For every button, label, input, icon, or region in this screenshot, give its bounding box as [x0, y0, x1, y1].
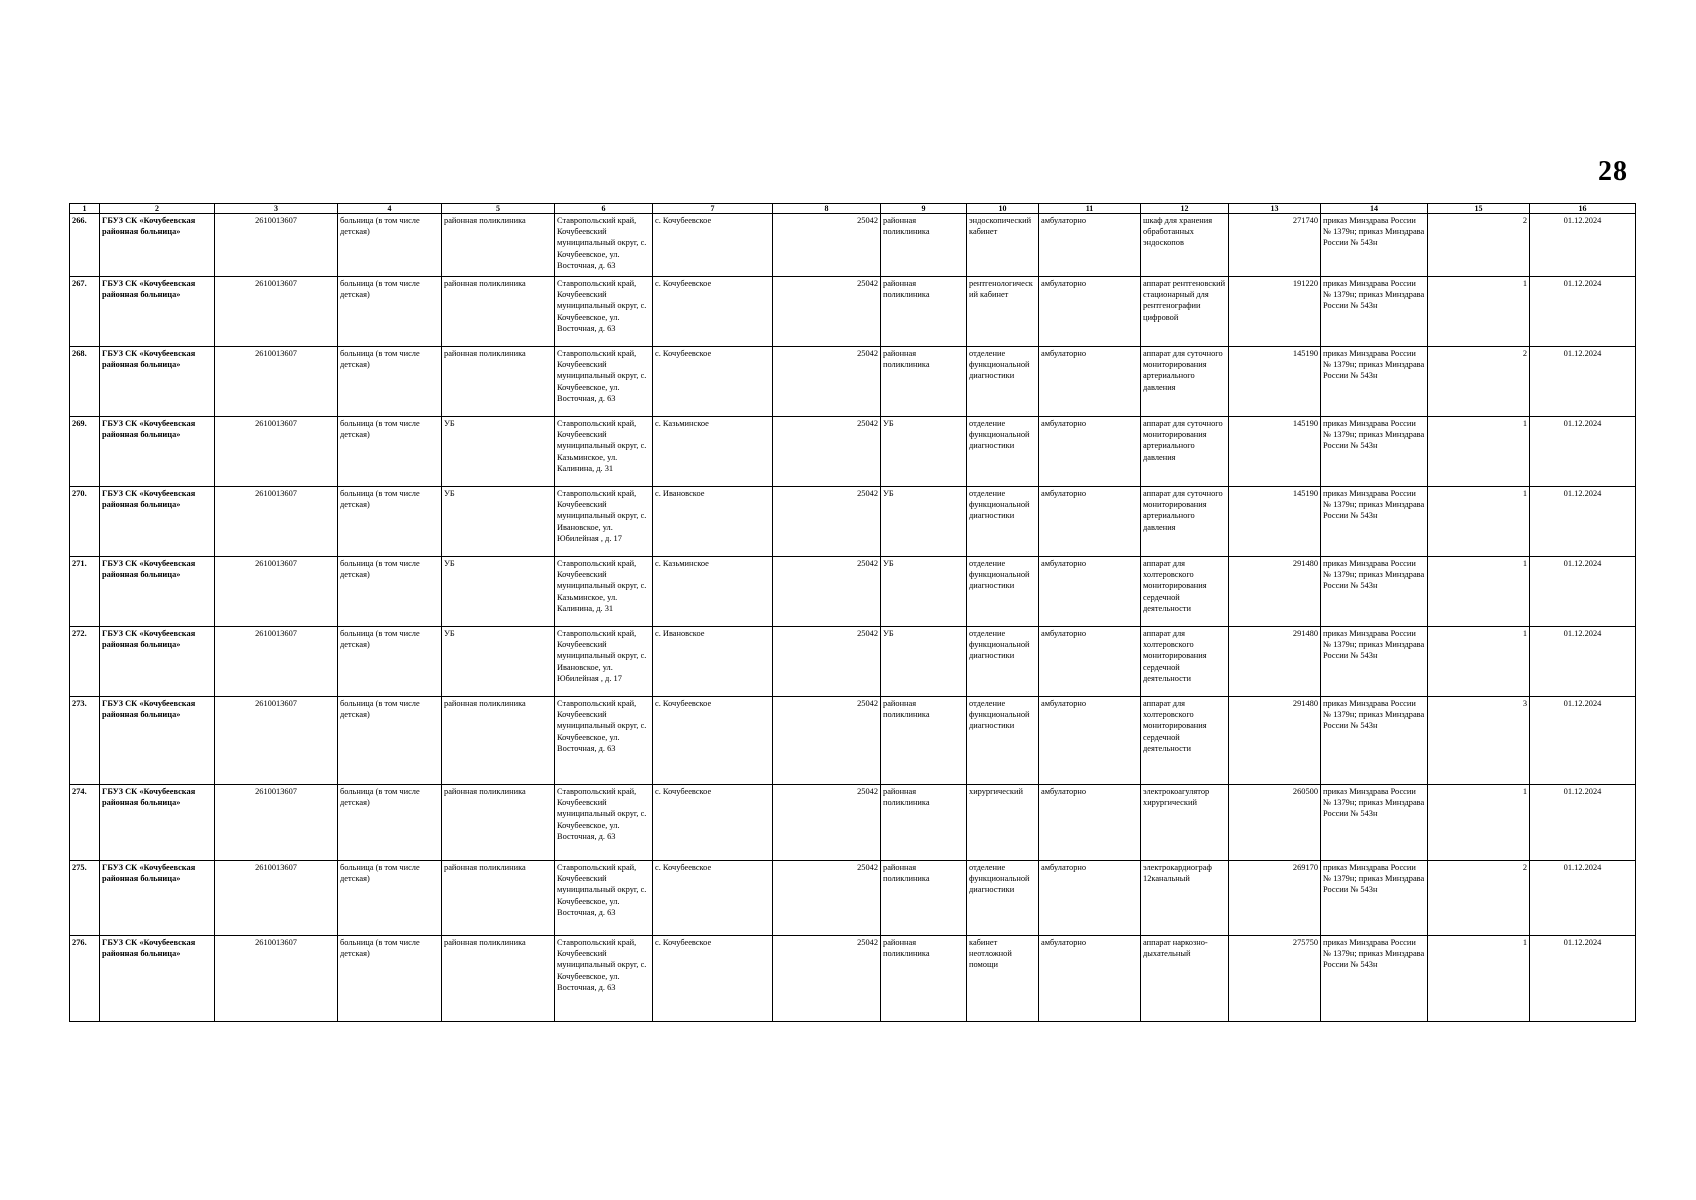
- locality-cell: с. Казьминское: [653, 417, 773, 487]
- price-cell: 145190: [1229, 347, 1321, 417]
- column-header: 16: [1530, 204, 1636, 214]
- subdivision-cell: районная поликлиника: [881, 936, 967, 1022]
- unit-cell: районная поликлиника: [442, 697, 555, 785]
- facility-type-cell: больница (в том числе детская): [338, 417, 442, 487]
- facility-type-cell: больница (в том числе детская): [338, 861, 442, 936]
- inn-cell: 2610013607: [215, 627, 338, 697]
- inn-cell: 2610013607: [215, 936, 338, 1022]
- conditions-cell: амбулаторно: [1039, 861, 1141, 936]
- subdivision-cell: районная поликлиника: [881, 277, 967, 347]
- address-cell: Ставропольский край, Кочубеевский муниципальный округ, с. Кочубеевское, ул. Восточная, д. 63: [555, 936, 653, 1022]
- table-row: [70, 861, 1636, 936]
- department-cell: кабинет неотложной помощи: [967, 936, 1039, 1022]
- organization-cell: ГБУЗ СК «Кочубеевская районная больница»: [100, 697, 215, 785]
- code-cell: 25042: [773, 277, 881, 347]
- facility-type-cell: больница (в том числе детская): [338, 557, 442, 627]
- facility-type-cell: больница (в том числе детская): [338, 487, 442, 557]
- quantity-cell: 2: [1428, 347, 1530, 417]
- column-header: 4: [338, 204, 442, 214]
- equipment-cell: электрокоагулятор хирургический: [1141, 785, 1229, 861]
- department-cell: отделение функциональной диагностики: [967, 627, 1039, 697]
- department-cell: отделение функциональной диагностики: [967, 861, 1039, 936]
- row-number-cell: 269.: [70, 417, 100, 487]
- table-row: [70, 347, 1636, 417]
- table-row: [70, 557, 1636, 627]
- locality-cell: с. Кочубеевское: [653, 861, 773, 936]
- column-header: 15: [1428, 204, 1530, 214]
- code-cell: 25042: [773, 627, 881, 697]
- inn-cell: 2610013607: [215, 214, 338, 277]
- basis-cell: приказ Минздрава России № 1379н; приказ Минздрава России № 543н: [1321, 697, 1428, 785]
- locality-cell: с. Кочубеевское: [653, 214, 773, 277]
- column-header: 14: [1321, 204, 1428, 214]
- column-header: 12: [1141, 204, 1229, 214]
- equipment-cell: шкаф для хранения обработанных эндоскопов: [1141, 214, 1229, 277]
- inn-cell: 2610013607: [215, 557, 338, 627]
- code-cell: 25042: [773, 861, 881, 936]
- row-number-cell: 272.: [70, 627, 100, 697]
- conditions-cell: амбулаторно: [1039, 487, 1141, 557]
- quantity-cell: 2: [1428, 861, 1530, 936]
- date-cell: 01.12.2024: [1530, 277, 1636, 347]
- subdivision-cell: районная поликлиника: [881, 785, 967, 861]
- unit-cell: районная поликлиника: [442, 936, 555, 1022]
- inn-cell: 2610013607: [215, 785, 338, 861]
- inn-cell: 2610013607: [215, 861, 338, 936]
- date-cell: 01.12.2024: [1530, 347, 1636, 417]
- facility-type-cell: больница (в том числе детская): [338, 214, 442, 277]
- code-cell: 25042: [773, 697, 881, 785]
- date-cell: 01.12.2024: [1530, 627, 1636, 697]
- table-row: [70, 487, 1636, 557]
- department-cell: отделение функциональной диагностики: [967, 487, 1039, 557]
- inn-cell: 2610013607: [215, 347, 338, 417]
- equipment-cell: аппарат для холтеровского мониторирования сердечной деятельности: [1141, 697, 1229, 785]
- date-cell: 01.12.2024: [1530, 487, 1636, 557]
- inn-cell: 2610013607: [215, 487, 338, 557]
- page-number: 28: [1598, 156, 1628, 187]
- quantity-cell: 2: [1428, 214, 1530, 277]
- basis-cell: приказ Минздрава России № 1379н; приказ Минздрава России № 543н: [1321, 557, 1428, 627]
- equipment-cell: аппарат для холтеровского мониторирования сердечной деятельности: [1141, 557, 1229, 627]
- table-row: [70, 627, 1636, 697]
- locality-cell: с. Кочубеевское: [653, 936, 773, 1022]
- row-number-cell: 271.: [70, 557, 100, 627]
- column-header: 6: [555, 204, 653, 214]
- equipment-register-table: [69, 203, 1636, 1022]
- department-cell: отделение функциональной диагностики: [967, 417, 1039, 487]
- date-cell: 01.12.2024: [1530, 557, 1636, 627]
- department-cell: отделение функциональной диагностики: [967, 557, 1039, 627]
- address-cell: Ставропольский край, Кочубеевский муниципальный округ, с. Кочубеевское, ул. Восточная, д. 63: [555, 214, 653, 277]
- price-cell: 291480: [1229, 697, 1321, 785]
- basis-cell: приказ Минздрава России № 1379н; приказ Минздрава России № 543н: [1321, 627, 1428, 697]
- address-cell: Ставропольский край, Кочубеевский муниципальный округ, с. Казьминское, ул. Калинина, д. 31: [555, 417, 653, 487]
- equipment-cell: аппарат для суточного мониторирования артериального давления: [1141, 487, 1229, 557]
- unit-cell: районная поликлиника: [442, 214, 555, 277]
- subdivision-cell: районная поликлиника: [881, 214, 967, 277]
- facility-type-cell: больница (в том числе детская): [338, 627, 442, 697]
- subdivision-cell: районная поликлиника: [881, 861, 967, 936]
- conditions-cell: амбулаторно: [1039, 557, 1141, 627]
- date-cell: 01.12.2024: [1530, 417, 1636, 487]
- subdivision-cell: районная поликлиника: [881, 347, 967, 417]
- subdivision-cell: УБ: [881, 417, 967, 487]
- row-number-cell: 268.: [70, 347, 100, 417]
- code-cell: 25042: [773, 214, 881, 277]
- code-cell: 25042: [773, 785, 881, 861]
- table-row: [70, 214, 1636, 277]
- row-number-cell: 275.: [70, 861, 100, 936]
- basis-cell: приказ Минздрава России № 1379н; приказ Минздрава России № 543н: [1321, 861, 1428, 936]
- department-cell: эндоскопический кабинет: [967, 214, 1039, 277]
- column-header: 5: [442, 204, 555, 214]
- row-number-cell: 267.: [70, 277, 100, 347]
- address-cell: Ставропольский край, Кочубеевский муниципальный округ, с. Кочубеевское, ул. Восточная, д. 63: [555, 277, 653, 347]
- row-number-cell: 276.: [70, 936, 100, 1022]
- locality-cell: с. Кочубеевское: [653, 277, 773, 347]
- inn-cell: 2610013607: [215, 277, 338, 347]
- organization-cell: ГБУЗ СК «Кочубеевская районная больница»: [100, 936, 215, 1022]
- unit-cell: районная поликлиника: [442, 277, 555, 347]
- facility-type-cell: больница (в том числе детская): [338, 936, 442, 1022]
- price-cell: 271740: [1229, 214, 1321, 277]
- table-body: [70, 214, 1636, 1022]
- price-cell: 145190: [1229, 417, 1321, 487]
- inn-cell: 2610013607: [215, 697, 338, 785]
- unit-cell: УБ: [442, 627, 555, 697]
- equipment-cell: аппарат для суточного мониторирования артериального давления: [1141, 417, 1229, 487]
- subdivision-cell: УБ: [881, 487, 967, 557]
- conditions-cell: амбулаторно: [1039, 697, 1141, 785]
- date-cell: 01.12.2024: [1530, 214, 1636, 277]
- address-cell: Ставропольский край, Кочубеевский муниципальный округ, с. Кочубеевское, ул. Восточная, д. 63: [555, 785, 653, 861]
- column-header: 9: [881, 204, 967, 214]
- unit-cell: УБ: [442, 557, 555, 627]
- unit-cell: районная поликлиника: [442, 347, 555, 417]
- date-cell: 01.12.2024: [1530, 785, 1636, 861]
- code-cell: 25042: [773, 557, 881, 627]
- inn-cell: 2610013607: [215, 417, 338, 487]
- locality-cell: с. Ивановское: [653, 487, 773, 557]
- unit-cell: районная поликлиника: [442, 861, 555, 936]
- facility-type-cell: больница (в том числе детская): [338, 347, 442, 417]
- equipment-cell: аппарат для холтеровского мониторирования сердечной деятельности: [1141, 627, 1229, 697]
- quantity-cell: 1: [1428, 487, 1530, 557]
- price-cell: 191220: [1229, 277, 1321, 347]
- row-number-cell: 270.: [70, 487, 100, 557]
- organization-cell: ГБУЗ СК «Кочубеевская районная больница»: [100, 214, 215, 277]
- locality-cell: с. Кочубеевское: [653, 785, 773, 861]
- equipment-cell: аппарат для суточного мониторирования артериального давления: [1141, 347, 1229, 417]
- organization-cell: ГБУЗ СК «Кочубеевская районная больница»: [100, 487, 215, 557]
- quantity-cell: 1: [1428, 557, 1530, 627]
- equipment-cell: аппарат наркозно-дыхательный: [1141, 936, 1229, 1022]
- organization-cell: ГБУЗ СК «Кочубеевская районная больница»: [100, 557, 215, 627]
- equipment-cell: аппарат рентгеновский стационарный для рентгенографии цифровой: [1141, 277, 1229, 347]
- code-cell: 25042: [773, 417, 881, 487]
- basis-cell: приказ Минздрава России № 1379н; приказ Минздрава России № 543н: [1321, 347, 1428, 417]
- subdivision-cell: УБ: [881, 627, 967, 697]
- locality-cell: с. Кочубеевское: [653, 347, 773, 417]
- table-row: [70, 936, 1636, 1022]
- unit-cell: УБ: [442, 417, 555, 487]
- locality-cell: с. Кочубеевское: [653, 697, 773, 785]
- table-row: [70, 785, 1636, 861]
- column-header: 2: [100, 204, 215, 214]
- table-row: [70, 277, 1636, 347]
- organization-cell: ГБУЗ СК «Кочубеевская районная больница»: [100, 277, 215, 347]
- conditions-cell: амбулаторно: [1039, 214, 1141, 277]
- column-header: 11: [1039, 204, 1141, 214]
- facility-type-cell: больница (в том числе детская): [338, 277, 442, 347]
- equipment-cell: электрокардиограф 12канальный: [1141, 861, 1229, 936]
- quantity-cell: 1: [1428, 785, 1530, 861]
- price-cell: 291480: [1229, 557, 1321, 627]
- code-cell: 25042: [773, 936, 881, 1022]
- date-cell: 01.12.2024: [1530, 936, 1636, 1022]
- basis-cell: приказ Минздрава России № 1379н; приказ Минздрава России № 543н: [1321, 214, 1428, 277]
- basis-cell: приказ Минздрава России № 1379н; приказ Минздрава России № 543н: [1321, 487, 1428, 557]
- conditions-cell: амбулаторно: [1039, 277, 1141, 347]
- organization-cell: ГБУЗ СК «Кочубеевская районная больница»: [100, 627, 215, 697]
- column-header: 10: [967, 204, 1039, 214]
- basis-cell: приказ Минздрава России № 1379н; приказ Минздрава России № 543н: [1321, 417, 1428, 487]
- row-number-cell: 273.: [70, 697, 100, 785]
- date-cell: 01.12.2024: [1530, 861, 1636, 936]
- row-number-cell: 266.: [70, 214, 100, 277]
- address-cell: Ставропольский край, Кочубеевский муниципальный округ, с. Кочубеевское, ул. Восточная, д. 63: [555, 347, 653, 417]
- department-cell: отделение функциональной диагностики: [967, 697, 1039, 785]
- department-cell: рентгенологический кабинет: [967, 277, 1039, 347]
- locality-cell: с. Ивановское: [653, 627, 773, 697]
- quantity-cell: 1: [1428, 936, 1530, 1022]
- conditions-cell: амбулаторно: [1039, 627, 1141, 697]
- quantity-cell: 3: [1428, 697, 1530, 785]
- column-header: 13: [1229, 204, 1321, 214]
- column-header: 7: [653, 204, 773, 214]
- conditions-cell: амбулаторно: [1039, 936, 1141, 1022]
- basis-cell: приказ Минздрава России № 1379н; приказ Минздрава России № 543н: [1321, 277, 1428, 347]
- basis-cell: приказ Минздрава России № 1379н; приказ Минздрава России № 543н: [1321, 936, 1428, 1022]
- locality-cell: с. Казьминское: [653, 557, 773, 627]
- address-cell: Ставропольский край, Кочубеевский муниципальный округ, с. Казьминское, ул. Калинина, д. 31: [555, 557, 653, 627]
- facility-type-cell: больница (в том числе детская): [338, 785, 442, 861]
- price-cell: 269170: [1229, 861, 1321, 936]
- facility-type-cell: больница (в том числе детская): [338, 697, 442, 785]
- column-header: 3: [215, 204, 338, 214]
- organization-cell: ГБУЗ СК «Кочубеевская районная больница»: [100, 347, 215, 417]
- price-cell: 145190: [1229, 487, 1321, 557]
- quantity-cell: 1: [1428, 277, 1530, 347]
- price-cell: 260500: [1229, 785, 1321, 861]
- conditions-cell: амбулаторно: [1039, 785, 1141, 861]
- row-number-cell: 274.: [70, 785, 100, 861]
- column-number-row: [70, 204, 1636, 214]
- code-cell: 25042: [773, 347, 881, 417]
- address-cell: Ставропольский край, Кочубеевский муниципальный округ, с. Ивановское, ул. Юбилейная , д. 17: [555, 487, 653, 557]
- department-cell: хирургический: [967, 785, 1039, 861]
- conditions-cell: амбулаторно: [1039, 417, 1141, 487]
- table-row: [70, 417, 1636, 487]
- address-cell: Ставропольский край, Кочубеевский муниципальный округ, с. Кочубеевское, ул. Восточная, д. 63: [555, 697, 653, 785]
- organization-cell: ГБУЗ СК «Кочубеевская районная больница»: [100, 861, 215, 936]
- unit-cell: УБ: [442, 487, 555, 557]
- unit-cell: районная поликлиника: [442, 785, 555, 861]
- department-cell: отделение функциональной диагностики: [967, 347, 1039, 417]
- date-cell: 01.12.2024: [1530, 697, 1636, 785]
- address-cell: Ставропольский край, Кочубеевский муниципальный округ, с. Кочубеевское, ул. Восточная, д. 63: [555, 861, 653, 936]
- code-cell: 25042: [773, 487, 881, 557]
- subdivision-cell: районная поликлиника: [881, 697, 967, 785]
- subdivision-cell: УБ: [881, 557, 967, 627]
- organization-cell: ГБУЗ СК «Кочубеевская районная больница»: [100, 417, 215, 487]
- price-cell: 275750: [1229, 936, 1321, 1022]
- column-header: 8: [773, 204, 881, 214]
- basis-cell: приказ Минздрава России № 1379н; приказ Минздрава России № 543н: [1321, 785, 1428, 861]
- column-header: 1: [70, 204, 100, 214]
- conditions-cell: амбулаторно: [1039, 347, 1141, 417]
- quantity-cell: 1: [1428, 627, 1530, 697]
- table-row: [70, 697, 1636, 785]
- address-cell: Ставропольский край, Кочубеевский муниципальный округ, с. Ивановское, ул. Юбилейная , д. 17: [555, 627, 653, 697]
- quantity-cell: 1: [1428, 417, 1530, 487]
- organization-cell: ГБУЗ СК «Кочубеевская районная больница»: [100, 785, 215, 861]
- price-cell: 291480: [1229, 627, 1321, 697]
